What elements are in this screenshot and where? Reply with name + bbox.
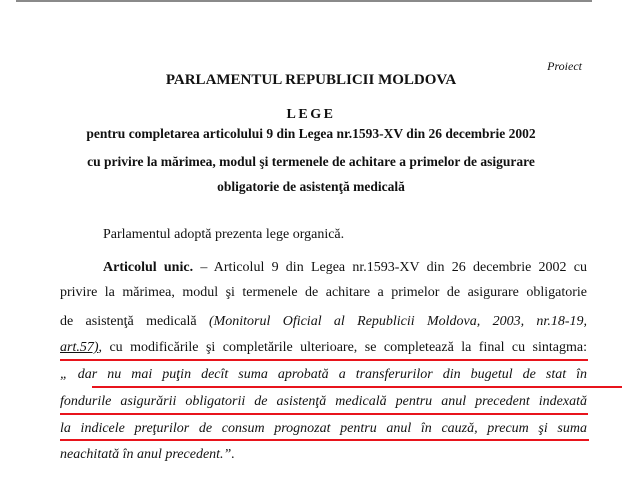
- law-title-line-3: obligatorie de asistenţă medicală: [217, 179, 405, 194]
- article-label: Articolul unic.: [103, 260, 194, 275]
- article-line-3: [60, 314, 587, 330]
- official-gazette-citation: (Monitorul Oficial al Republicii Moldova, 2003, nr.18-19,: [208, 314, 587, 329]
- inserted-phrase-line-1: „ dar nu mai puţin decît suma aprobată a transferurilor din bugetul de stat în: [60, 367, 587, 382]
- article-line-4: [60, 340, 587, 356]
- citation-article-ref: art.57): [60, 340, 99, 355]
- red-underline-4: [60, 439, 589, 441]
- draft-label: Proiect: [547, 59, 582, 73]
- law-title-line-1: pentru completarea articolului 9 din Legea nr.1593-XV din 26 decembrie 2002: [86, 126, 536, 141]
- red-underline-2: [92, 386, 622, 388]
- article-line-1-text: – Articolul 9 din Legea nr.1593-XV din 26 decembrie 2002 cu: [193, 260, 587, 275]
- inserted-phrase-line-3: la indicele preţurilor de consum prognozat pentru anul în cauză, precum şi suma: [60, 421, 587, 436]
- inserted-phrase-line-2: fondurile asigurării obligatorii de asistenţă medicală pentru anul precedent indexată: [60, 394, 587, 409]
- article-line-4-text: , cu modificările şi completările ulterioare, se completează la final cu sintagma:: [98, 340, 587, 355]
- red-underline-3: [60, 413, 588, 415]
- parliament-heading: PARLAMENTUL REPUBLICII MOLDOVA: [165, 72, 457, 88]
- inserted-phrase-line-4: neachitată în anul precedent.”.: [60, 447, 235, 462]
- law-heading: LEGE: [286, 107, 336, 122]
- adoption-statement: Parlamentul adoptă prezenta lege organică.: [103, 227, 345, 242]
- law-title-line-2: cu privire la mărimea, modul şi termenele de achitare a primelor de asigurare: [87, 154, 535, 169]
- top-rule: [16, 0, 592, 2]
- article-line-3-text: de asistenţă medicală: [60, 314, 209, 329]
- article-line-1: [103, 260, 587, 276]
- article-line-2: privire la mărimea, modul şi termenele de achitare a primelor de asigurare obligatorie: [60, 285, 587, 300]
- red-underline-1: [60, 359, 588, 361]
